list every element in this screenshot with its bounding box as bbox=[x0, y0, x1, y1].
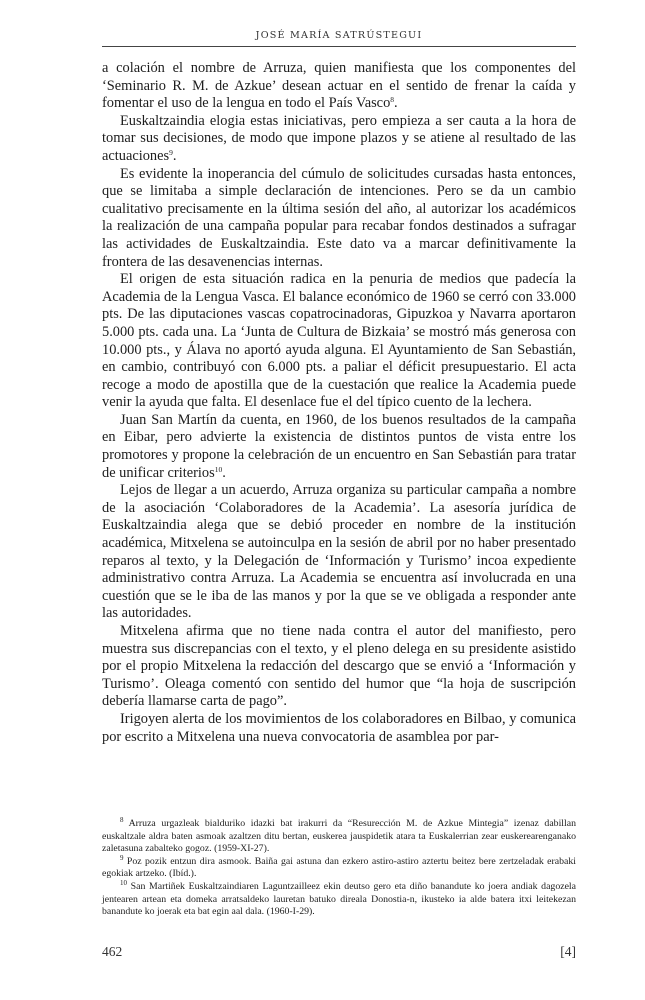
footnote bbox=[102, 878, 576, 919]
header-rule bbox=[102, 46, 576, 47]
running-head: JOSÉ MARÍA SATRÚSTEGUI bbox=[255, 30, 423, 41]
body-text bbox=[102, 60, 576, 746]
footnote bbox=[102, 818, 576, 856]
paragraph bbox=[102, 412, 576, 482]
footnotes bbox=[102, 818, 576, 919]
footnote bbox=[102, 853, 576, 881]
footnote-ref[interactable]: 10 bbox=[214, 464, 223, 474]
page-number: 462 bbox=[102, 944, 123, 959]
paragraph bbox=[102, 60, 576, 113]
footnote-ref[interactable]: 8 bbox=[390, 95, 395, 105]
paragraph-text: Juan San Martín da cuenta, en 1960, de los buenos resultados de la campaña en Eibar, pero advierte la existencia de distintos puntos de vista entre los promotores y propone la celebración de un encuentro en San Sebastián para tratar de unificar criterios bbox=[102, 411, 576, 481]
paragraph: Irigoyen alerta de los movimientos de los colaboradores en Bilbao, y comunica por escrito a Mitxelena una nueva convocatoria de asamblea por par- bbox=[102, 710, 576, 745]
paragraph-text: Euskaltzaindia elogia estas iniciativas, pero empieza a ser cauta a la hora de tomar sus decisiones, de modo que impone plazos y se atiene al resultado de las actuaciones bbox=[102, 112, 576, 164]
paragraph-tail: . bbox=[172, 147, 177, 164]
paragraph-text: a colación el nombre de Arruza, quien manifiesta que los componentes del ‘Seminario R. M. de Azkue’ desean actuar en el sentido de frenar la caída y fomentar el uso de la lengua en todo el País Vasco bbox=[102, 60, 576, 112]
footnote-number: 9 bbox=[120, 853, 124, 862]
footnote-number: 10 bbox=[120, 878, 127, 887]
footnote-text: Arruza urgazleak bialduriko idazki bat irakurri da “Resurección M. de Azkue Mintegia” izenaz dabillan euskaltzale aldra baten asmoak azaltzen ditu bertan, euskerea jauspidetik atara ta Euskalerrian zear euskerearenganako zaletasuna zabalteko gogoz. (1959-XI-27). bbox=[102, 818, 576, 855]
paragraph: El origen de esta situación radica en la penuria de medios que padecía la Academia de la Lengua Vasca. El balance económico de 1960 se cerró con 33.000 pts. De las diputaciones vascas copatrocinadoras, Gipuzkoa y Navarra aportaron 5.000 pts. cada una. La ‘Junta de Cultura de Bizkaia’ se mostró más generosa con 10.000 pts., y Álava no aportó ayuda alguna. El Ayuntamiento de San Sebastián, en cambio, contribuyó con 6.000 pts. a paliar el déficit presupuestario. El acta recoge a modo de apostilla que de la cuestación que realice la Academia puede venir la ayuda que falta. El desenlace fue el del típico cuento de la lechera. bbox=[102, 271, 576, 411]
sheet-number: [4] bbox=[560, 944, 576, 959]
paragraph-tail: . bbox=[394, 95, 398, 112]
paragraph: Mitxelena afirma que no tiene nada contra el autor del manifiesto, pero muestra sus discrepancias con el texto, y el pleno delega en su presidente asistido por el propio Mitxelena la redacción del descargo que se envió a ‘Información y Turismo’. Oleaga comentó con sentido del humor que “la hoja de suscripción debería llamarse carta de pago”. bbox=[102, 623, 576, 710]
paragraph-tail: . bbox=[222, 464, 226, 481]
footnote-text: Poz pozik entzun dira asmook. Baiña gai astuna dan ezkero astiro-astiro aztertu beitez bere zertzeladak erabaki egokiak artzeko. (Ibíd.). bbox=[102, 855, 576, 880]
paragraph: Es evidente la inoperancia del cúmulo de solicitudes cursadas hasta entonces, que se limitaba a simple declaración de intenciones. Pero se da un cambio cualitativo precisamente en la última sesión del año, al autorizar los académicos la realización de una campaña popular para recabar fondos destinados a sufragar las actividades de Euskaltzaindia. Este dato va a marcar definitivamente la frontera de las desavenencias internas. bbox=[102, 165, 576, 270]
footnote-ref[interactable]: 9 bbox=[169, 147, 173, 157]
footnote-number: 8 bbox=[120, 816, 124, 824]
paragraph bbox=[102, 113, 576, 166]
paragraph: Lejos de llegar a un acuerdo, Arruza organiza su particular campaña a nombre de la asociación ‘Colaboradores de la Academia’. La asesoría jurídica de Euskaltzaindia alega que se debió proceder en nombre de la institución académica, Mitxelena se autoinculpa en la sesión de abril por no haber presentado reparos al texto, y la Delegación de ‘Información y Turismo’ incoa expediente administrativo contra Arruza. La Academia se encuentra así involucrada en una cuestión que se le iba de las manos y por la que se ve obligada a responder ante las autoridades. bbox=[102, 482, 576, 622]
footnote-text: San Martiñek Euskaltzaindiaren Laguntzailleez ekin deutso gero eta diño banandute ko joera andiak dagozela jentearen artean eta domeka arratsaldeko lauretan batuko direala Donostia-n, ikusteko ia alde batera itxi leitekezan banandute ko joerak eta bat egin aal dala. (1960-I-29). bbox=[102, 880, 576, 918]
